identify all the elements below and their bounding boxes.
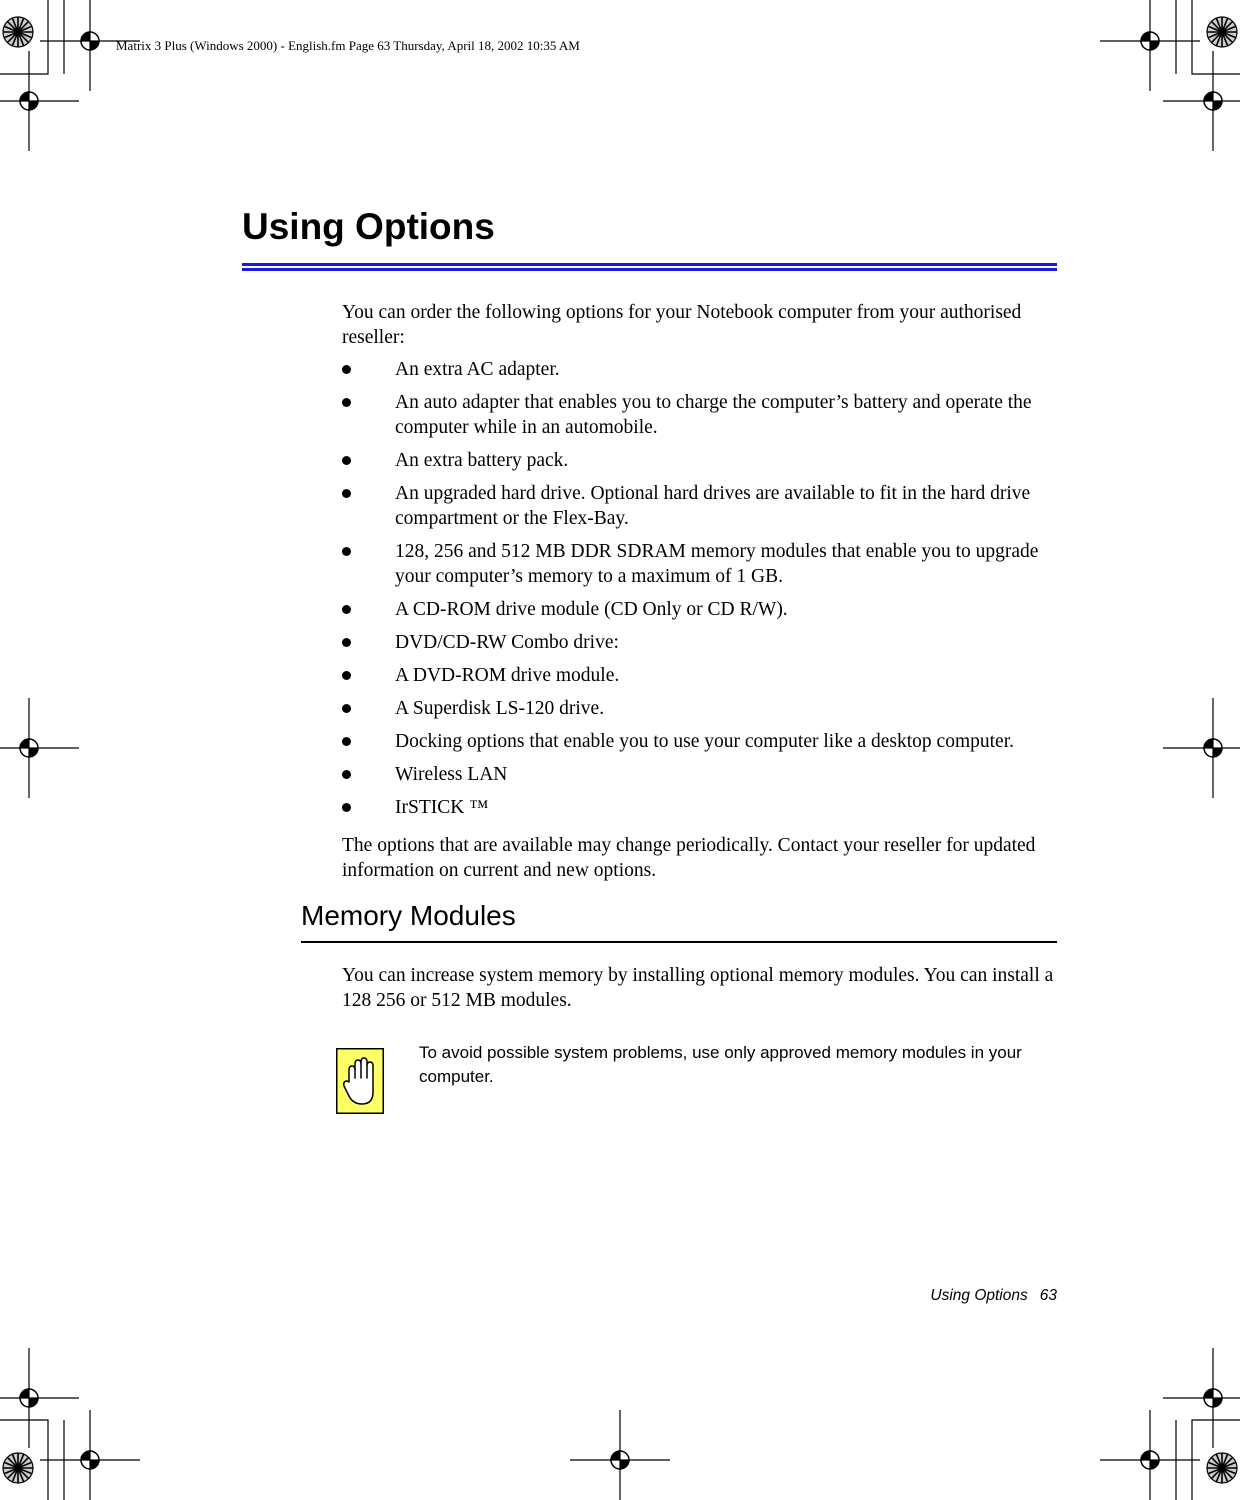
bullet-icon	[342, 456, 351, 465]
list-item	[342, 663, 1057, 688]
option-text: An extra battery pack.	[395, 450, 569, 471]
list-item	[342, 696, 1057, 721]
bullet-icon	[342, 737, 351, 746]
options-list	[342, 357, 1057, 828]
title-rule-bottom	[242, 268, 1057, 271]
option-text: IrSTICK ™	[395, 797, 489, 818]
bullet-icon	[342, 638, 351, 647]
list-item	[342, 539, 1057, 589]
section-heading: Memory Modules	[301, 900, 516, 931]
bullet-icon	[342, 365, 351, 374]
list-item	[342, 390, 1057, 440]
option-text: An auto adapter that enables you to charge the computer’s battery and operate the computer while in an automobile.	[395, 392, 1032, 438]
list-item	[342, 481, 1057, 531]
list-item	[342, 762, 1057, 787]
list-item	[342, 795, 1057, 820]
list-item	[342, 729, 1057, 754]
footer-section-name: Using Options	[930, 1287, 1028, 1304]
bullet-icon	[342, 398, 351, 407]
page-number: 63	[1039, 1287, 1057, 1304]
option-text: A Superdisk LS-120 drive.	[395, 698, 605, 719]
stop-hand-icon	[336, 1048, 384, 1114]
option-text: 128, 256 and 512 MB DDR SDRAM memory modules that enable you to upgrade your computer’s memory to a maximum of 1 GB.	[395, 541, 1039, 587]
section-rule	[301, 941, 1057, 943]
option-text: An upgraded hard drive. Optional hard drives are available to fit in the hard drive compartment or the Flex-Bay.	[395, 483, 1031, 529]
print-header: Matrix 3 Plus (Windows 2000) - English.fm Page 63 Thursday, April 18, 2002 10:35 AM	[116, 38, 580, 53]
option-text: DVD/CD-RW Combo drive:	[395, 632, 619, 653]
bullet-icon	[342, 489, 351, 498]
option-text: A DVD-ROM drive module.	[395, 665, 620, 686]
intro-paragraph: You can order the following options for your Notebook computer from your authorised reseller:	[342, 302, 1022, 348]
bullet-icon	[342, 704, 351, 713]
bullet-icon	[342, 803, 351, 812]
option-text: A CD-ROM drive module (CD Only or CD R/W).	[395, 599, 788, 620]
bullet-icon	[342, 547, 351, 556]
list-item	[342, 357, 1057, 382]
list-item	[342, 630, 1057, 655]
option-text: Docking options that enable you to use your computer like a desktop computer.	[395, 731, 1014, 752]
page-title: Using Options	[242, 206, 495, 247]
option-text: Wireless LAN	[395, 764, 508, 785]
option-text: An extra AC adapter.	[395, 359, 560, 380]
page-footer	[820, 1287, 1057, 1305]
title-rule-top	[242, 263, 1057, 266]
bullet-icon	[342, 671, 351, 680]
bullet-icon	[342, 605, 351, 614]
bullet-icon	[342, 770, 351, 779]
list-item	[342, 448, 1057, 473]
list-item	[342, 597, 1057, 622]
memory-paragraph: You can increase system memory by installing optional memory modules. You can install a 128 256 or 512 MB modules.	[342, 965, 1054, 1011]
warning-text: To avoid possible system problems, use only approved memory modules in your computer.	[419, 1043, 1022, 1086]
availability-note: The options that are available may change periodically. Contact your reseller for updated information on current and new options.	[342, 835, 1036, 881]
